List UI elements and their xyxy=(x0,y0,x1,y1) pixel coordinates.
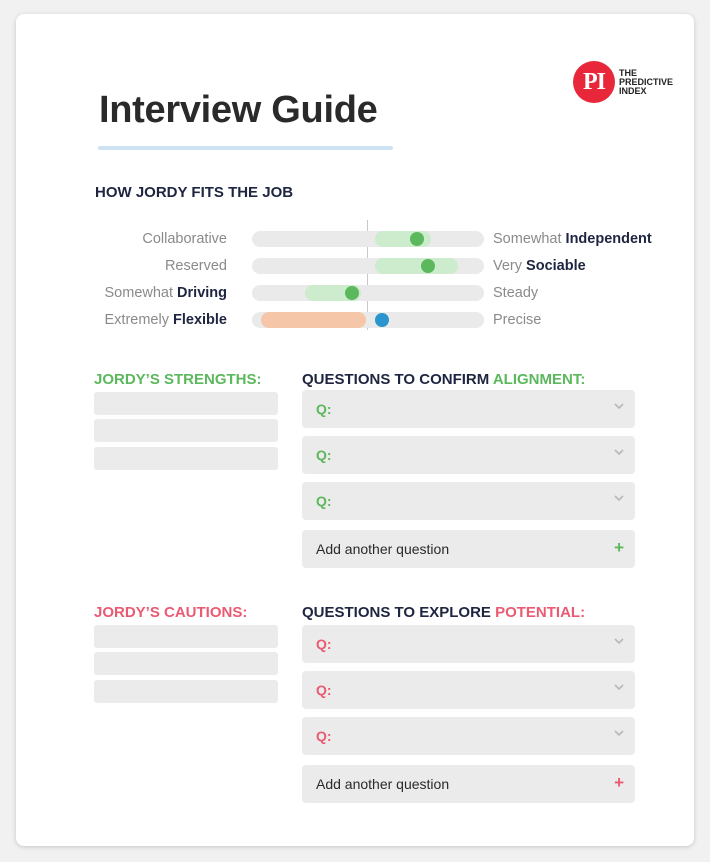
interview-guide-card xyxy=(16,14,694,846)
chevron-down-icon[interactable] xyxy=(613,446,625,458)
trait-track xyxy=(252,285,484,301)
title-underline xyxy=(98,146,393,150)
trait-left-label: Extremely Flexible xyxy=(104,312,227,328)
trait-right-label: Steady xyxy=(493,285,539,301)
trait-right-label: Precise xyxy=(493,312,542,328)
confirm-question-1[interactable] xyxy=(302,390,635,428)
trait-row-1 xyxy=(16,228,694,250)
logo-wordmark xyxy=(619,69,673,96)
strength-field-1[interactable] xyxy=(94,392,278,415)
explore-question-1[interactable] xyxy=(302,625,635,663)
person-marker xyxy=(345,286,359,300)
strengths-heading: JORDY’S STRENGTHS: xyxy=(94,371,262,388)
trait-row-3 xyxy=(16,282,694,304)
caution-field-1[interactable] xyxy=(94,625,278,648)
trait-left-label: Reserved xyxy=(164,258,227,274)
job-range xyxy=(375,258,459,274)
chevron-down-icon[interactable] xyxy=(613,492,625,504)
confirm-question-3[interactable] xyxy=(302,482,635,520)
predictive-index-logo xyxy=(573,61,673,103)
strength-field-3[interactable] xyxy=(94,447,278,470)
question-label: Q: xyxy=(316,493,332,509)
explore-heading: QUESTIONS TO EXPLORE POTENTIAL: xyxy=(302,604,586,621)
page-title: Interview Guide xyxy=(99,89,378,131)
add-question-label: Add another question xyxy=(316,541,450,557)
question-label: Q: xyxy=(316,728,332,744)
pi-logo-icon: PI xyxy=(573,61,615,103)
fits-heading: HOW JORDY FITS THE JOB xyxy=(95,184,294,201)
question-label: Q: xyxy=(316,447,332,463)
add-confirm-question-button[interactable] xyxy=(302,530,635,568)
logo-line-1: THE xyxy=(619,67,637,78)
logo-line-2: PREDICTIVE xyxy=(619,76,674,87)
explore-question-2[interactable] xyxy=(302,671,635,709)
plus-icon[interactable]: + xyxy=(614,773,624,792)
confirm-heading: QUESTIONS TO CONFIRM ALIGNMENT: xyxy=(302,371,586,388)
confirm-question-2[interactable] xyxy=(302,436,635,474)
trait-left-label: Collaborative xyxy=(142,231,227,247)
cautions-heading: JORDY’S CAUTIONS: xyxy=(94,604,248,621)
chevron-down-icon[interactable] xyxy=(613,727,625,739)
question-label: Q: xyxy=(316,636,332,652)
caution-field-2[interactable] xyxy=(94,652,278,675)
question-label: Q: xyxy=(316,401,332,417)
add-question-label: Add another question xyxy=(316,776,450,792)
question-label: Q: xyxy=(316,682,332,698)
trait-left-label: Somewhat Driving xyxy=(104,285,227,301)
add-explore-question-button[interactable] xyxy=(302,765,635,803)
caution-field-3[interactable] xyxy=(94,680,278,703)
person-marker xyxy=(375,313,389,327)
trait-track xyxy=(252,312,484,328)
trait-track xyxy=(252,231,484,247)
chevron-down-icon[interactable] xyxy=(613,400,625,412)
explore-question-3[interactable] xyxy=(302,717,635,755)
trait-row-4 xyxy=(16,309,694,331)
trait-right-label: Somewhat Independent xyxy=(493,231,652,247)
chevron-down-icon[interactable] xyxy=(613,681,625,693)
plus-icon[interactable]: + xyxy=(614,538,624,557)
chevron-down-icon[interactable] xyxy=(613,635,625,647)
trait-right-label: Very Sociable xyxy=(493,258,586,274)
person-marker xyxy=(410,232,424,246)
trait-track xyxy=(252,258,484,274)
trait-row-2 xyxy=(16,255,694,277)
strength-field-2[interactable] xyxy=(94,419,278,442)
logo-line-3: INDEX xyxy=(619,85,647,96)
job-range xyxy=(261,312,365,328)
